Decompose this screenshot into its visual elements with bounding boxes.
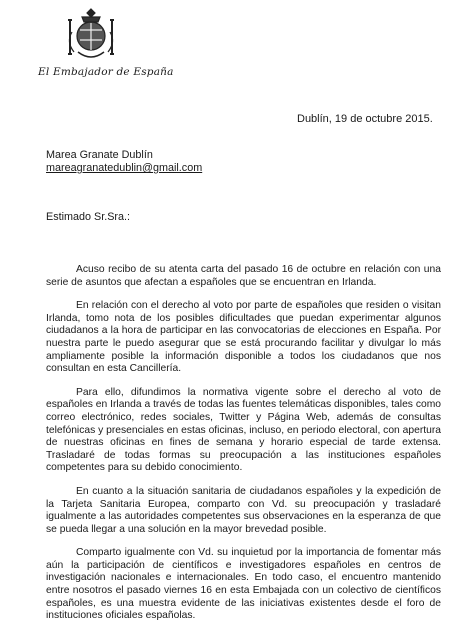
paragraph-2: En relación con el derecho al voto por parte de españoles que residen o visitan Irlanda, tomo nota de los posibles dificultades que puedan experimentar algunos ciudadanos a la hora de participar en las convocatorias de elecciones en España. Por nuestra parte le puedo asegurar que se está procurando facilitar y divulgar lo más ampliamente posible la información disponible a todos los ciudadanos que nos consultan en esta Cancillería. [46,300,441,375]
paragraph-3: Para ello, difundimos la normativa vigente sobre el derecho al voto de españoles en Irlanda a través de todas las fuentes telemáticas disponibles, tales como correo electrónico, redes sociales, Twitter y Página Web, además de consultas telefónicas y presenciales en estas oficinas, incluso, en periodo electoral, con apertura de nuestras oficinas en fines de semana y horario especial de tarde extensa. Trasladaré de todas formas su preocupación a las instituciones españoles competentes para su debido conocimiento. [46,386,441,474]
recipient-block [46,149,202,175]
letter-date: Dublín, 19 de octubre 2015. [297,113,433,125]
letter-body [46,264,441,634]
ambassador-title: El Embajador de España [38,66,174,78]
paragraph-4: En cuanto a la situación sanitaria de ciudadanos españoles y la expedición de la Tarjeta Sanitaria Europea, comparto con Vd. su preocupación y trasladaré igualmente a las autoridades competentes sus observaciones en la esperanza de que se pueda llegar a una solución en la mayor brevedad posible. [46,485,441,535]
recipient-email-link[interactable]: mareagranatedublin@gmail.com [46,162,203,174]
paragraph-5: Comparto igualmente con Vd. su inquietud por la importancia de fomentar más aún la participación de científicos e investigadores españoles en centros de investigación nacionales e internacionales. En todo caso, el encuentro mantenido entre nosotros el pasado viernes 16 en esta Embajada con un colectivo de científicos españoles, es una muestra evidente de las iniciativas existentes desde el foro de instituciones oficiales españolas. [46,547,441,622]
coat-of-arms-icon [60,6,122,64]
greeting: Estimado Sr.Sra.: [46,211,131,223]
recipient-name: Marea Granate Dublín [46,149,153,161]
paragraph-1: Acuso recibo de su atenta carta del pasado 16 de octubre en relación con una serie de asuntos que afectan a españoles que se encuentran en Irlanda. [46,264,441,288]
